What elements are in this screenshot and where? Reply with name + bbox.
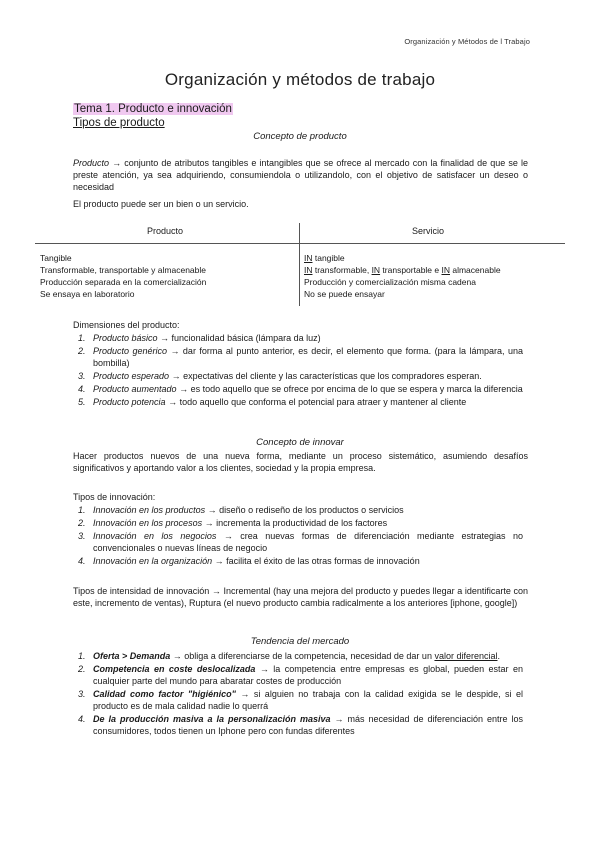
innovar-text: Hacer productos nuevos de una nueva forma, mediante un proceso sistemático, asumiendo desafíos significativos y aportando valor a los clientes, sociedad y la propia empresa. [73,451,528,473]
dimensions-heading: Dimensiones del producto: [73,320,180,330]
dimension-item [73,396,523,408]
product-definition-text: → conjunto de atributos tangibles e intangibles que se ofrece al mercado con la finalidad de que se le preste atención, ya sea adquiriendo, consumiendola o utilizandolo, con el objetivo de satisfacer un deseo o necesidad [73,158,528,192]
list-text: → si alguien no trabaja con la calidad exigida se le despide, si el producto es de mala calidad nadie lo querrá [93,689,523,711]
cell-text: transportable e [380,265,442,275]
table-header-servicio: Servicio [412,226,445,236]
list-term: Producto potencia [93,397,166,407]
list-term: Producto aumentado [93,384,177,394]
in-prefix: IN [304,265,313,275]
running-header: Organización y Métodos de l Trabajo [404,37,530,46]
list-number: 1. [78,651,86,661]
market-trend-item [73,713,523,737]
table-divider-horizontal [35,243,565,244]
list-term: Innovación en los negocios [93,531,217,541]
list-text: → más necesidad de diferenciación entre los consumidores, todos tienen un Iphone pero con fundas diferentes [93,714,523,736]
product-term: Producto [73,158,110,168]
list-number: 2. [78,518,86,528]
list-text: → la competencia entre empresas es global, pueden estar en cualquier parte del mundo para abaratar costes de producción [93,664,523,686]
innovar-heading: Concepto de innovar [256,437,344,448]
innovation-type-item [73,530,523,554]
table-header-producto: Producto [147,226,184,236]
table-cell-servicio-2 [304,264,501,276]
dimension-item [73,345,523,369]
dimension-item [73,332,523,344]
list-text: → todo aquello que conforma el potencial para atraer y mantener al cliente [165,397,467,407]
list-number: 3. [78,371,86,381]
list-underlined-text: valor diferencial [434,651,498,661]
list-term: Innovación en los procesos [93,518,203,528]
product-definition [73,157,528,193]
list-text: → funcionalidad básica (lámpara da luz) [157,333,321,343]
table-cell-servicio-3: Producción y comercialización misma cadena [304,277,476,287]
innovation-types-list [73,504,523,568]
innovation-type-item [73,517,523,529]
table-cell-producto-4: Se ensaya en laboratorio [40,289,135,299]
list-number: 1. [78,505,86,515]
table-cell-servicio-4: No se puede ensayar [304,289,385,299]
list-text: → expectativas del cliente y las características que los compradores esperan. [169,371,482,381]
list-term: Producto genérico [93,346,168,356]
list-number: 4. [78,714,86,724]
list-term: De la producción masiva a la personalización masiva [93,714,331,724]
subtopic-heading: Tipos de producto [73,117,165,129]
list-number: 5. [78,397,86,407]
list-number: 2. [78,346,86,356]
table-cell-producto-3: Producción separada en la comercialización [40,277,207,287]
list-term: Oferta > Demanda [93,651,171,661]
intensity-text: Tipos de intensidad de innovación → Incremental (hay una mejora del producto y puedes llegar a identificarte con este, incremento de ventas), Ruptura (el nuevo producto cambia radicalmente a los anteriores [iphone, google]) [73,586,528,608]
table-cell-producto-2: Transformable, transportable y almacenable [40,265,206,275]
topic-heading [73,103,233,115]
innovation-types-heading: Tipos de innovación: [73,492,156,502]
dimensions-list [73,332,523,409]
market-trend-heading: Tendencia del mercado [250,636,350,647]
list-text: → diseño o rediseño de los productos o servicios [205,505,404,515]
list-number: 3. [78,531,86,541]
list-text: → facilita el éxito de las otras formas de innovación [212,556,420,566]
cell-text: tangible [312,253,345,263]
in-prefix: IN [371,265,381,275]
in-prefix: IN [441,265,450,275]
document-title: Organización y métodos de trabajo [164,70,436,89]
innovation-type-item [73,504,523,516]
list-number: 4. [78,384,86,394]
list-text: → crea nuevas formas de diferenciación mediante estrategias no convencionales o nuevas líneas de negocio [93,531,523,553]
dimension-item [73,383,523,395]
list-number: 4. [78,556,86,566]
list-tail: . [497,651,500,661]
dimension-item [73,370,523,382]
market-trend-item [73,663,523,687]
list-term: Producto esperado [93,371,170,381]
list-term: Innovación en los productos [93,505,206,515]
list-term: Innovación en la organización [93,556,213,566]
list-term: Calidad como factor "higiénico" [93,689,236,699]
table-divider-vertical [299,223,300,306]
list-number: 2. [78,664,86,674]
market-trend-item [73,688,523,712]
market-trend-item [73,650,523,662]
list-text: → dar forma al punto anterior, es decir, el elemento que forma. (para la lámpara, una bombilla) [93,346,524,368]
market-trend-list [73,650,523,738]
table-cell-producto-1: Tangible [40,253,72,263]
cell-text: transformable, [312,265,372,275]
topic-highlight: Tema 1. Producto e innovación [74,103,232,115]
list-number: 1. [78,333,86,343]
innovation-type-item [73,555,523,567]
table-cell-servicio-1 [304,252,345,264]
list-term: Producto básico [93,333,158,343]
product-types-line: El producto puede ser un bien o un servicio. [73,199,249,209]
list-text: → obliga a diferenciarse de la competencia, necesidad de dar un [170,651,435,661]
in-prefix: IN [304,253,313,263]
cell-text: almacenable [450,265,501,275]
list-text: → incrementa la productividad de los factores [202,518,388,528]
list-number: 3. [78,689,86,699]
list-text: → es todo aquello que se ofrece por encima de lo que se espera y marca la diferencia [176,384,523,394]
list-term: Competencia en coste deslocalizada [93,664,256,674]
concept-heading: Concepto de producto [253,131,347,142]
